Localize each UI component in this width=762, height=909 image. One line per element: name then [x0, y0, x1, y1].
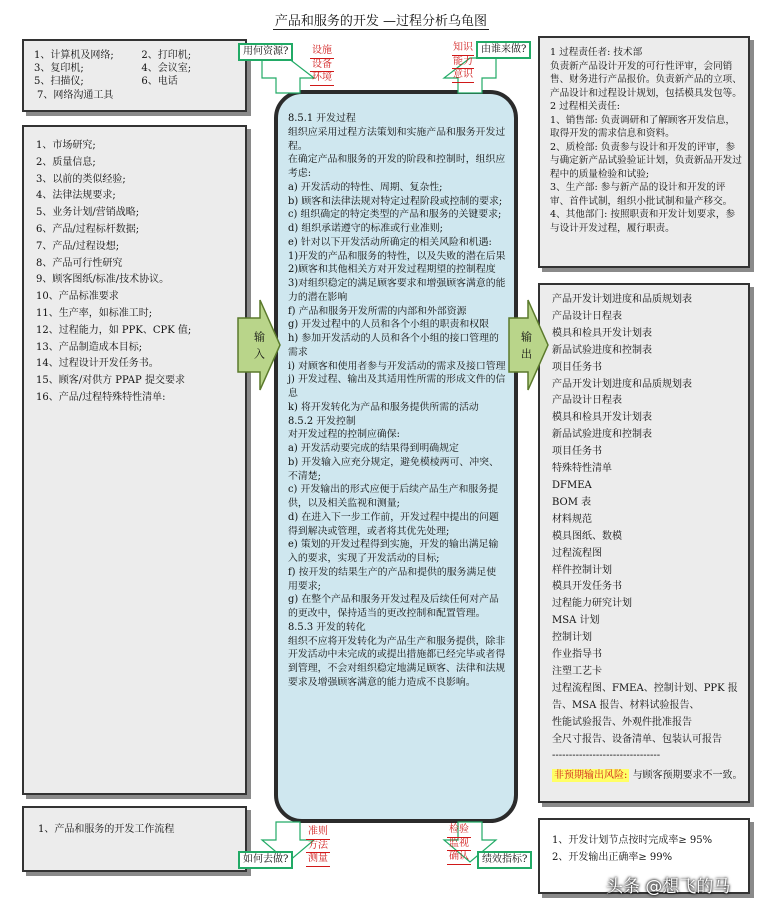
- input-arrow-label: [251, 331, 267, 368]
- by-whom-item: 知识: [452, 42, 474, 56]
- with-what-item: 设施: [310, 45, 334, 59]
- responsibility-line: 2 过程相关责任:: [550, 101, 620, 112]
- input-item: 8、产品可行性研究: [36, 257, 123, 269]
- input-item: 1、市场研究;: [36, 140, 96, 151]
- with-what-item: 设备: [310, 59, 334, 73]
- process-line: h) 参加开发活动的人员和各个小组的接口管理的需求: [288, 333, 499, 358]
- output-item: 产品开发计划进度和品质规划表: [552, 294, 692, 305]
- metrics-item: 监视: [447, 838, 471, 852]
- process-line: 1)开发的产品和服务的特性，以及失败的潜在后果: [288, 250, 506, 262]
- how-item: 准则: [306, 826, 330, 840]
- process-line: a) 开发活动的特性、周期、复杂性;: [288, 181, 443, 193]
- input-item: 4、法律法规要求;: [36, 190, 116, 202]
- resource-item: 6、电话: [141, 76, 178, 88]
- output-item: 产品设计日程表: [552, 310, 622, 322]
- metrics-text: 绩效指标?: [482, 854, 528, 865]
- process-line: 8.5.2 开发控制: [288, 415, 356, 427]
- process-line: d) 在进入下一步工作前，开发过程中提出的问题得到解决或管理，或者将其优先处理;: [288, 511, 499, 537]
- process-line: c) 开发输出的形式应便于后续产品生产和服务提供，以及相关监视和测量;: [288, 484, 499, 509]
- input-item: 16、产品/过程特殊特性清单:: [36, 391, 166, 403]
- with-what-item: 环境: [310, 72, 334, 86]
- resource-item: 3、复印机;: [34, 63, 84, 75]
- output-item: 控制计划: [552, 632, 592, 644]
- resource-arrow-shape: [262, 58, 314, 93]
- kpi-line: 2、开发输出正确率≥ 99%: [552, 852, 673, 863]
- responsibility-line: 1 过程责任者: 技术部: [550, 47, 643, 58]
- input-item: 9、顾客图纸/标准/技术协议。: [36, 274, 170, 286]
- metrics-items: [447, 824, 471, 865]
- with-what-label: [238, 43, 293, 61]
- output-item: 项目任务书: [552, 446, 602, 458]
- by-whom-text: 由谁来做?: [481, 44, 527, 55]
- metrics-item: 检验: [447, 824, 471, 838]
- input-item: 11、生产率，如标准工时;: [36, 307, 153, 319]
- process-line: f) 产品和服务开发所需的内部和外部资源: [288, 305, 467, 317]
- output-item: 过程能力研究计划: [552, 598, 632, 610]
- how-item: 测量: [306, 853, 330, 867]
- process-line: j) 开发过程、输出及其适用性所需的形成文件的信息: [288, 374, 506, 399]
- process-line: g) 在整个产品和服务开发过程及后续任何对产品的更改中，保持适当的更改控制和配置管理。: [288, 594, 499, 619]
- resource-item: 4、会议室;: [141, 63, 192, 75]
- input-item: 3、以前的类似经验;: [36, 173, 126, 185]
- process-line: f) 按开发的结果生产的产品和提供的服务满足使用要求;: [288, 566, 497, 592]
- output-arrow-text: 输出: [519, 331, 533, 365]
- output-arrow-label: [518, 331, 534, 368]
- output-item: 新品试验进度和控制表: [552, 429, 652, 441]
- input-item: 15、顾客/对供方 PPAP 提交要求: [36, 375, 185, 387]
- responsibility-line: 3、生产部: 参与新产品的设计和开发的评审、首件试制，组织小批试制和量产移交。: [550, 182, 733, 207]
- kpi-line: 1、开发计划节点按时完成率≥ 95%: [552, 835, 713, 846]
- output-item: MSA 计划: [552, 615, 600, 627]
- output-item: 全尺寸报告、设备清单、包装认可报告: [552, 733, 722, 745]
- input-item: 10、产品标准要求: [36, 291, 119, 303]
- output-item: 新品试验进度和控制表: [552, 344, 652, 356]
- process-line: i) 对顾客和使用者参与开发活动的需求及接口管理: [288, 360, 506, 372]
- by-whom-item: 能力: [452, 56, 474, 70]
- input-item: 2、质量信息;: [36, 156, 96, 168]
- output-item: 作业指导书: [552, 649, 602, 661]
- output-item: 性能试验报告、外观件批准报告: [552, 716, 692, 728]
- outputs-divider: --------------------------------: [552, 750, 661, 762]
- output-item: 模具图纸、数模: [552, 530, 622, 542]
- process-line: 3)对组织稳定的满足顾客要求和增强顾客满意的能力的潜在影响: [288, 278, 506, 303]
- input-item: 7、产品/过程设想;: [36, 240, 120, 252]
- output-item: 产品开发计划进度和品质规划表: [552, 378, 692, 390]
- process-line: 组织不应将开发转化为产品生产和服务提供，除非开发活动中未完成的或提出措施都已经完毕或者得到管理，不会对组织稳定地满足顾客、法律和法规要求及增强顾客满意的能力造成不良影响。: [288, 635, 506, 688]
- input-item: 5、业务计划/营销战略;: [36, 207, 140, 219]
- process-line: b) 开发输入应充分规定，避免模棱两可、冲突、不清楚;: [288, 456, 499, 482]
- responsibility-line: 2、质检部: 负责参与设计和开发的评审，参与确定新产品试验验证计划，负责新品开发过程中的质量检验和试验;: [550, 141, 742, 180]
- output-item: 特殊特性清单: [552, 463, 612, 475]
- process-line: b) 顾客和法律法规对特定过程阶段或控制的要求;: [288, 195, 503, 207]
- how-items: [306, 826, 330, 867]
- output-item: BOM 表: [552, 496, 592, 508]
- output-item: 产品设计日程表: [552, 395, 622, 407]
- process-line: 在确定产品和服务的开发的阶段和控制时，组织应考虑:: [288, 154, 506, 179]
- output-item: 模具和检具开发计划表: [552, 412, 652, 424]
- input-item: 14、过程设计开发任务书。: [36, 358, 159, 370]
- title-text: 产品和服务的开发 —过程分析乌龟图: [274, 14, 488, 29]
- resource-item: 5、扫描仪;: [34, 76, 84, 88]
- process-line: a) 开发活动要完成的结果得到明确规定: [288, 443, 459, 454]
- by-whom-items: [452, 42, 474, 83]
- with-what-text: 用何资源?: [243, 46, 289, 57]
- input-item: 12、过程能力，如 PPK、CPK 值;: [36, 324, 192, 336]
- how-text: 如何去做?: [243, 854, 289, 865]
- by-whom-item: 意识: [452, 69, 474, 83]
- process-line: 2)顾客和其他相关方对开发过程期望的控制程度: [288, 264, 496, 276]
- process-line: g) 开发过程中的人员和各个小组的职责和权限: [288, 319, 489, 331]
- responsibility-line: 负责新产品设计开发的可行性评审，会同销售、财务进行产品报价。负责新产品的立项、产品设计和过程设计规划，包括模具发包等。: [550, 60, 742, 99]
- output-item: 样件控制计划: [552, 564, 612, 576]
- resource-item: 7、网络沟通工具: [37, 89, 114, 101]
- process-line: e) 针对以下开发活动所确定的相关风险和机遇:: [288, 236, 492, 248]
- responsibility-line: 4、其他部门: 按照职责和开发计划要求，参与设计开发过程，履行职责。: [550, 209, 736, 234]
- watermark: 头条 @想飞的马: [606, 877, 731, 897]
- input-item: 6、产品/过程标杆数据;: [36, 223, 140, 235]
- risk-text: 与顾客预期要求不一致。: [632, 770, 743, 782]
- metrics-label: [477, 851, 532, 869]
- output-item: 模具开发任务书: [552, 581, 622, 593]
- metrics-item: 确认: [447, 851, 471, 865]
- with-what-items: [310, 45, 334, 86]
- process-line: 8.5.3 开发的转化: [288, 621, 366, 633]
- process-line: 8.5.1 开发过程: [288, 113, 356, 124]
- output-item: DFMEA: [552, 479, 592, 491]
- output-item: 过程流程图、FMEA、控制计划、PPK 报告、MSA 报告、材料试验报告、: [552, 682, 738, 711]
- how-item: 方法: [306, 840, 330, 854]
- risk-label: 非预期输出风险:: [554, 770, 628, 782]
- how-label: [238, 851, 293, 869]
- input-item: 13、产品制造成本目标;: [36, 341, 143, 353]
- output-item: 模具和检具开发计划表: [552, 327, 652, 339]
- process-line: k) 将开发转化为产品和服务提供所需的活动: [288, 401, 479, 413]
- output-item: 过程流程图: [552, 547, 602, 559]
- output-item: 注塑工艺卡: [552, 665, 602, 677]
- process-line: d) 组织承诺遵守的标准或行业准则;: [288, 223, 443, 234]
- resource-item: 1、计算机及网络;: [34, 50, 114, 61]
- responsibility-line: 1、销售部: 负责调研和了解顾客开发信息，取得开发的需求信息和资料。: [550, 114, 736, 139]
- process-line: e) 策划的开发过程得到实施，开发的输出满足输入的要求，实现了开发活动的目标;: [288, 539, 499, 564]
- process-line: c) 组织确定的特定类型的产品和服务的关键要求;: [288, 209, 502, 221]
- process-line: 组织应采用过程方法策划和实施产品和服务开发过程。: [288, 126, 506, 152]
- output-item: 材料规范: [552, 513, 592, 525]
- how-box-text: 1、产品和服务的开发工作流程: [38, 824, 175, 835]
- resource-item: 2、打印机;: [141, 50, 192, 61]
- by-whom-label: [476, 41, 531, 59]
- process-line: 对开发过程的控制应确保:: [288, 429, 400, 441]
- output-item: 项目任务书: [552, 361, 602, 373]
- input-arrow-text: 输入: [252, 331, 266, 365]
